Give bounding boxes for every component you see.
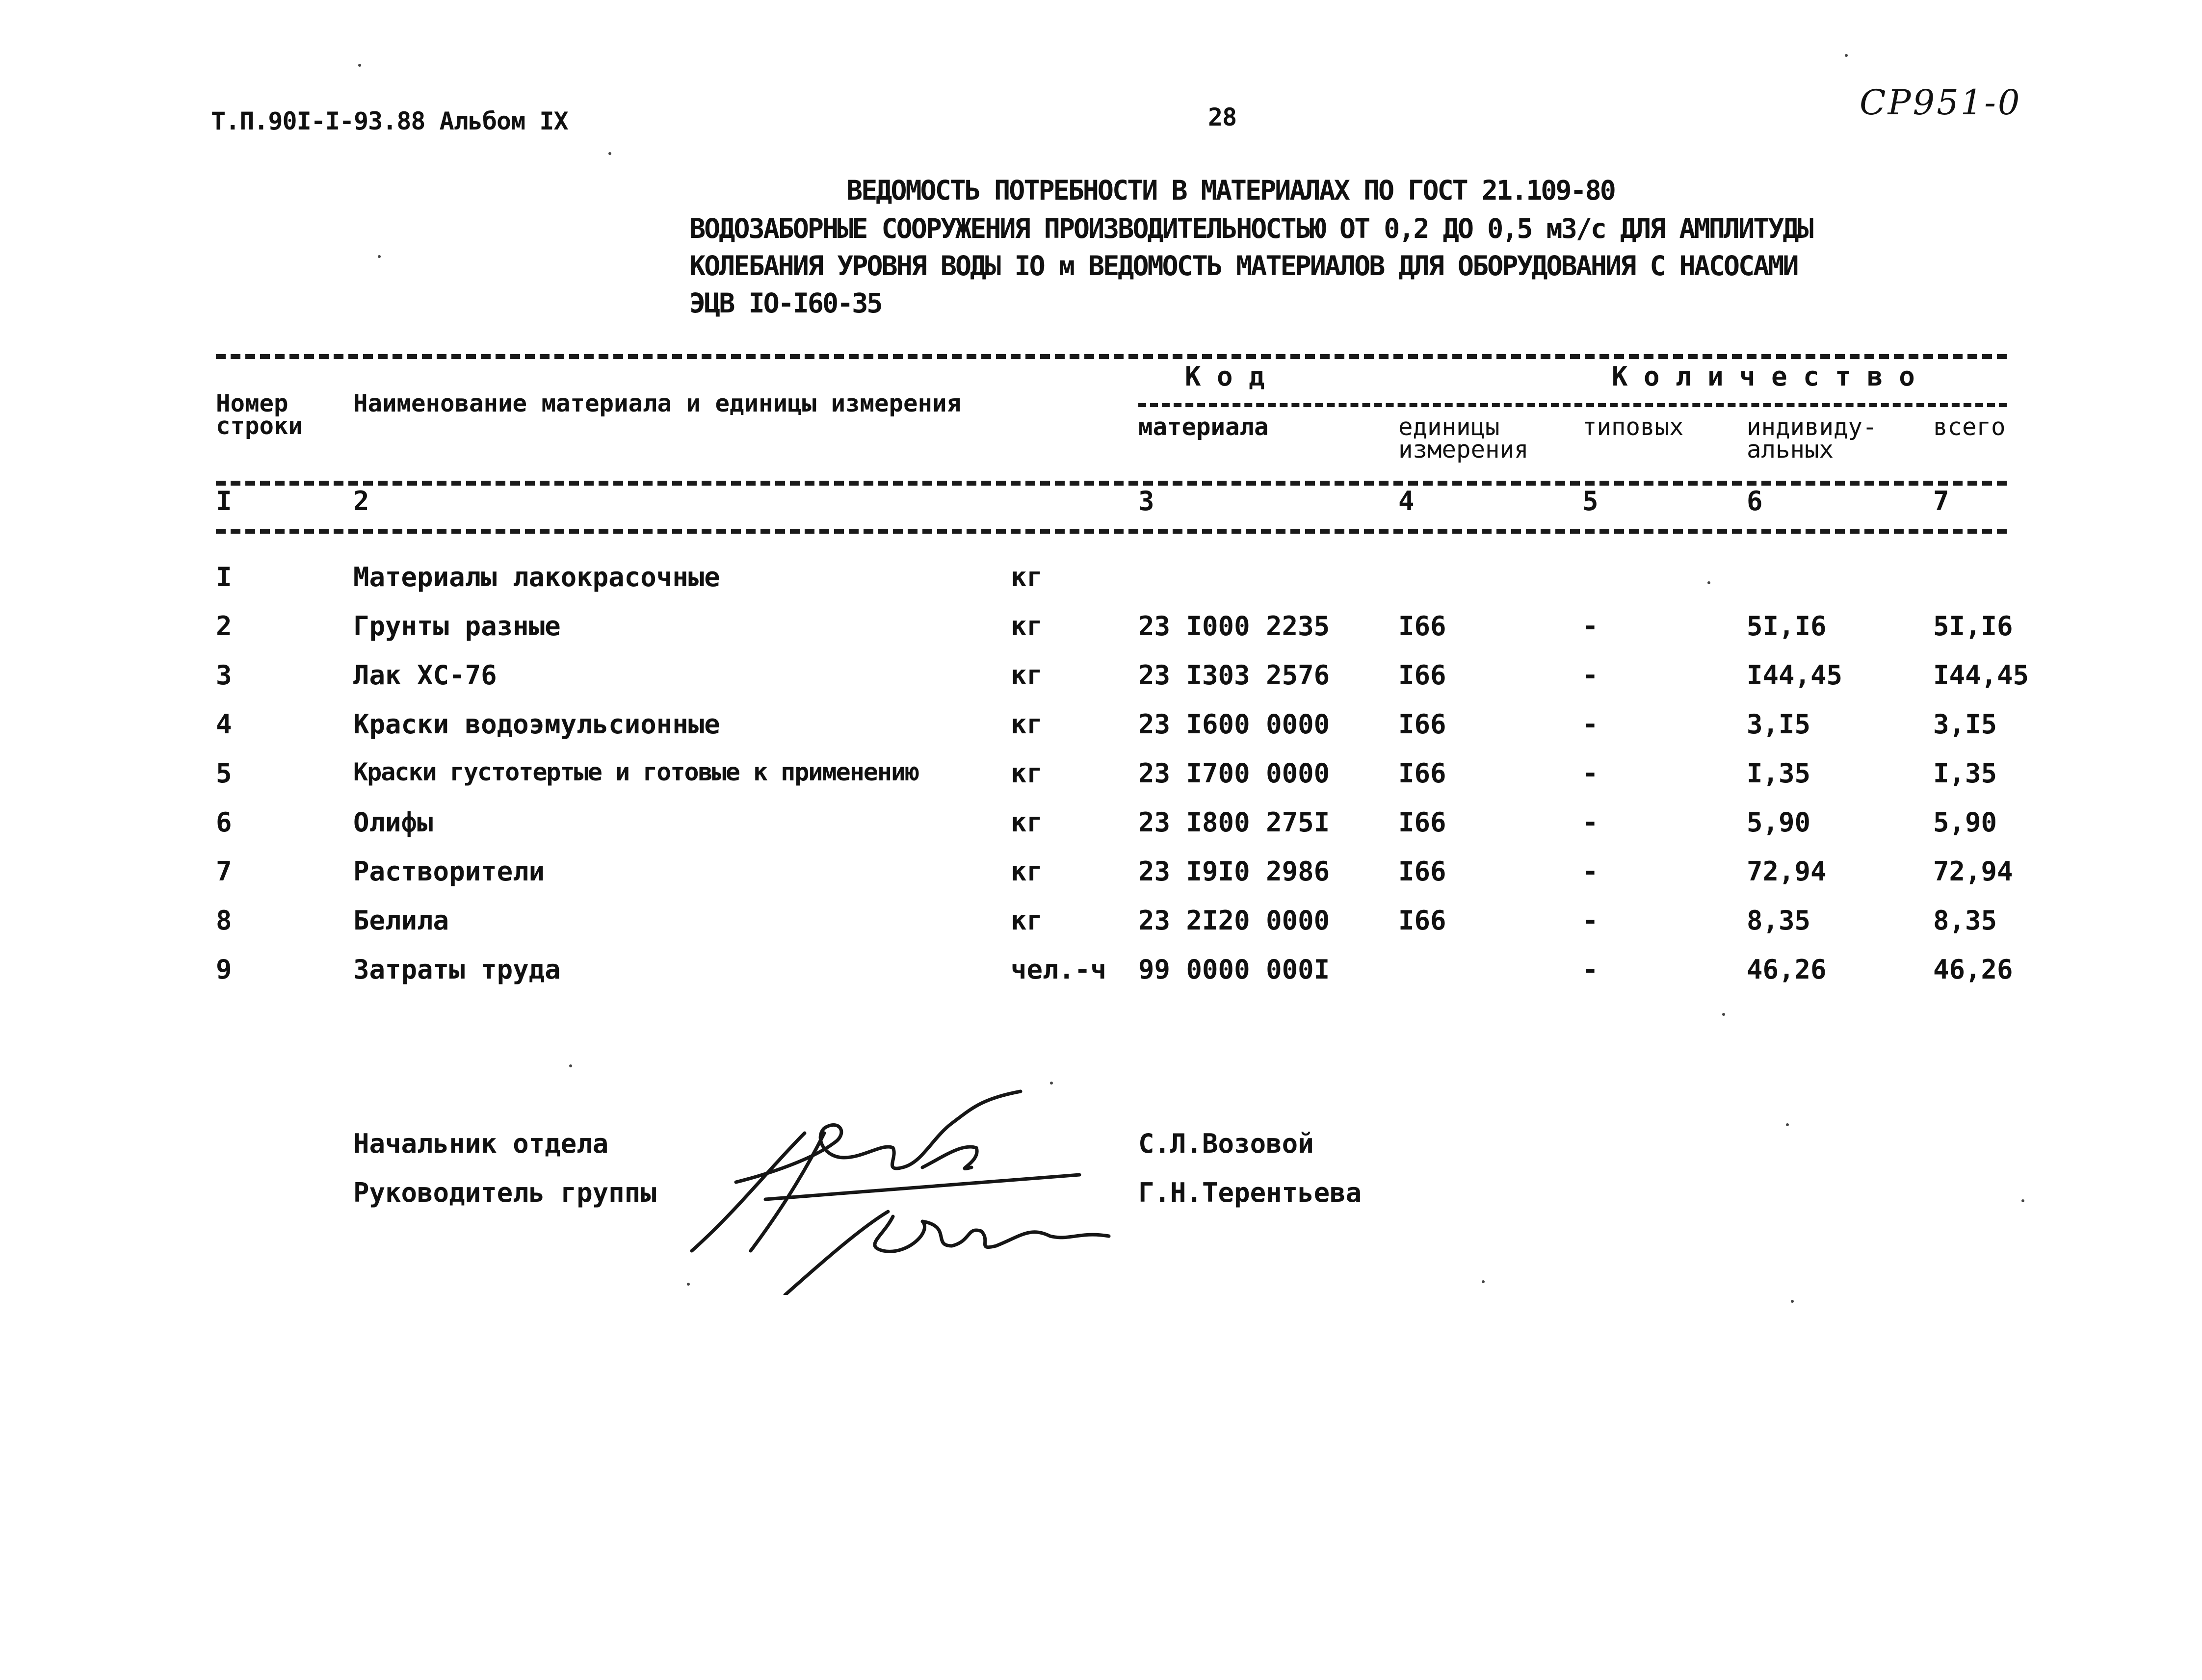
table-row <box>0 807 2202 846</box>
header-total: всего <box>1933 413 2006 441</box>
cell-total: 72,94 <box>1933 856 2013 887</box>
cell-material-name: Лак ХС-76 <box>353 660 497 691</box>
cell-typical: - <box>1582 758 1599 789</box>
handwritten-signature <box>677 1089 1119 1295</box>
cell-unit-code: I66 <box>1398 856 1446 887</box>
cell-unit: чел.-ч <box>1011 954 1107 985</box>
cell-material-name: Грунты разные <box>353 611 561 642</box>
table-row <box>0 954 2202 993</box>
cell-code: 23 I303 2576 <box>1138 660 1330 691</box>
cell-row-number: 6 <box>216 807 232 838</box>
cell-unit: кг <box>1011 905 1043 936</box>
cell-code: 99 0000 000I <box>1138 954 1330 985</box>
cell-unit: кг <box>1011 758 1043 789</box>
cell-unit-code: I66 <box>1398 807 1446 838</box>
scan-speck <box>1707 581 1710 584</box>
header-unit: единицы измерения <box>1398 413 1529 464</box>
scan-speck <box>608 152 611 155</box>
column-number: 4 <box>1398 486 1415 517</box>
header-material-name: Наименование материала и единицы измерения <box>353 389 962 417</box>
table-row <box>0 709 2202 748</box>
cell-row-number: 2 <box>216 611 232 642</box>
header-bottom-rule <box>216 481 2007 486</box>
header-individual: индивиду- альных <box>1747 413 1877 464</box>
scan-speck <box>1845 54 1848 57</box>
archive-code: СР951-0 <box>1860 82 2022 123</box>
scan-speck <box>1791 1300 1794 1303</box>
header-quantity-group: К о л и ч е с т в о <box>1612 361 1915 392</box>
scan-speck <box>1786 1123 1789 1126</box>
cell-typical: - <box>1582 807 1599 838</box>
cell-individual: 3,I5 <box>1747 709 1811 740</box>
cell-typical: - <box>1582 709 1599 740</box>
cell-material-name: Растворители <box>353 856 545 887</box>
cell-individual: 46,26 <box>1747 954 1827 985</box>
cell-code: 23 I9I0 2986 <box>1138 856 1330 887</box>
header-typical: типовых <box>1582 413 1684 441</box>
cell-material-name: Материалы лакокрасочные <box>353 562 720 593</box>
cell-typical: - <box>1582 611 1599 642</box>
cell-individual: I44,45 <box>1747 660 1843 691</box>
signature-role-head: Начальник отдела <box>353 1128 609 1159</box>
cell-material-name: Белила <box>353 905 449 936</box>
cell-unit: кг <box>1011 807 1043 838</box>
cell-row-number: 5 <box>216 758 232 789</box>
cell-individual: 5I,I6 <box>1747 611 1827 642</box>
cell-total: 5,90 <box>1933 807 1997 838</box>
cell-code: 23 I000 2235 <box>1138 611 1330 642</box>
scan-speck <box>1482 1280 1485 1283</box>
scan-speck <box>687 1283 690 1286</box>
cell-unit: кг <box>1011 709 1043 740</box>
column-number: 2 <box>353 486 369 517</box>
scan-speck <box>1050 1082 1053 1085</box>
title-line-2: ВОДОЗАБОРНЫЕ СООРУЖЕНИЯ ПРОИЗВОДИТЕЛЬНОСТЬЮ ОТ 0,2 ДО 0,5 м3/с ДЛЯ АМПЛИТУДЫ <box>689 213 1812 244</box>
cell-unit-code: I66 <box>1398 611 1446 642</box>
cell-code: 23 2I20 0000 <box>1138 905 1330 936</box>
table-row <box>0 660 2202 699</box>
cell-material-name: Олифы <box>353 807 433 838</box>
cell-unit: кг <box>1011 660 1043 691</box>
cell-individual: 8,35 <box>1747 905 1811 936</box>
header-row-number: Номер строки <box>216 389 303 440</box>
cell-unit: кг <box>1011 856 1043 887</box>
scan-speck <box>2021 1199 2024 1202</box>
cell-total: 5I,I6 <box>1933 611 2013 642</box>
scan-speck <box>1722 1013 1725 1016</box>
cell-unit: кг <box>1011 611 1043 642</box>
title-line-4: ЭЦВ IO-I60-35 <box>689 287 882 319</box>
table-row <box>0 758 2202 797</box>
signature-name-head: С.Л.Возовой <box>1138 1128 1314 1159</box>
title-line-3: КОЛЕБАНИЯ УРОВНЯ ВОДЫ IO м ВЕДОМОСТЬ МАТЕРИАЛОВ ДЛЯ ОБОРУДОВАНИЯ С НАСОСАМИ <box>689 250 1798 282</box>
column-number: I <box>216 486 232 517</box>
cell-individual: 72,94 <box>1747 856 1827 887</box>
column-number: 3 <box>1138 486 1154 517</box>
column-number: 5 <box>1582 486 1599 517</box>
cell-total: I44,45 <box>1933 660 2029 691</box>
cell-code: 23 I800 275I <box>1138 807 1330 838</box>
cell-unit-code: I66 <box>1398 660 1446 691</box>
cell-unit: кг <box>1011 562 1043 593</box>
header-sub-rule <box>1138 403 2007 407</box>
cell-typical: - <box>1582 905 1599 936</box>
cell-row-number: 8 <box>216 905 232 936</box>
cell-row-number: 7 <box>216 856 232 887</box>
table-row <box>0 905 2202 944</box>
column-number: 7 <box>1933 486 1949 517</box>
cell-unit-code: I66 <box>1398 758 1446 789</box>
cell-row-number: 4 <box>216 709 232 740</box>
numbering-bottom-rule <box>216 529 2007 534</box>
cell-typical: - <box>1582 660 1599 691</box>
table-row <box>0 611 2202 650</box>
cell-row-number: I <box>216 562 232 593</box>
header-code-group: К о д <box>1185 361 1265 392</box>
cell-row-number: 9 <box>216 954 232 985</box>
cell-typical: - <box>1582 856 1599 887</box>
cell-total: 3,I5 <box>1933 709 1997 740</box>
cell-total: I,35 <box>1933 758 1997 789</box>
cell-material-name: Краски водоэмульсионные <box>353 709 720 740</box>
cell-material-name: Краски густотертые и готовые к применению <box>353 758 919 786</box>
table-top-rule <box>216 354 2007 359</box>
table-row <box>0 856 2202 895</box>
document-reference: Т.П.90I-I-93.88 Альбом IX <box>211 107 568 135</box>
cell-code: 23 I600 0000 <box>1138 709 1330 740</box>
scan-speck <box>358 64 361 67</box>
cell-unit-code: I66 <box>1398 709 1446 740</box>
scan-speck <box>569 1064 572 1067</box>
signature-role-group: Руководитель группы <box>353 1177 656 1208</box>
scan-speck <box>378 255 381 258</box>
cell-individual: I,35 <box>1747 758 1811 789</box>
column-number: 6 <box>1747 486 1763 517</box>
cell-row-number: 3 <box>216 660 232 691</box>
cell-unit-code: I66 <box>1398 905 1446 936</box>
cell-typical: - <box>1582 954 1599 985</box>
cell-total: 46,26 <box>1933 954 2013 985</box>
signature-name-group: Г.Н.Терентьева <box>1138 1177 1362 1208</box>
cell-individual: 5,90 <box>1747 807 1811 838</box>
table-row <box>0 562 2202 601</box>
cell-material-name: Затраты труда <box>353 954 561 985</box>
header-code-material: материала <box>1138 413 1269 441</box>
cell-total: 8,35 <box>1933 905 1997 936</box>
title-line-1: ВЕДОМОСТЬ ПОТРЕБНОСТИ В МАТЕРИАЛАХ ПО ГОСТ 21.109-80 <box>846 175 1615 206</box>
page-number: 28 <box>1208 103 1237 131</box>
cell-code: 23 I700 0000 <box>1138 758 1330 789</box>
column-number-row <box>0 486 2202 525</box>
